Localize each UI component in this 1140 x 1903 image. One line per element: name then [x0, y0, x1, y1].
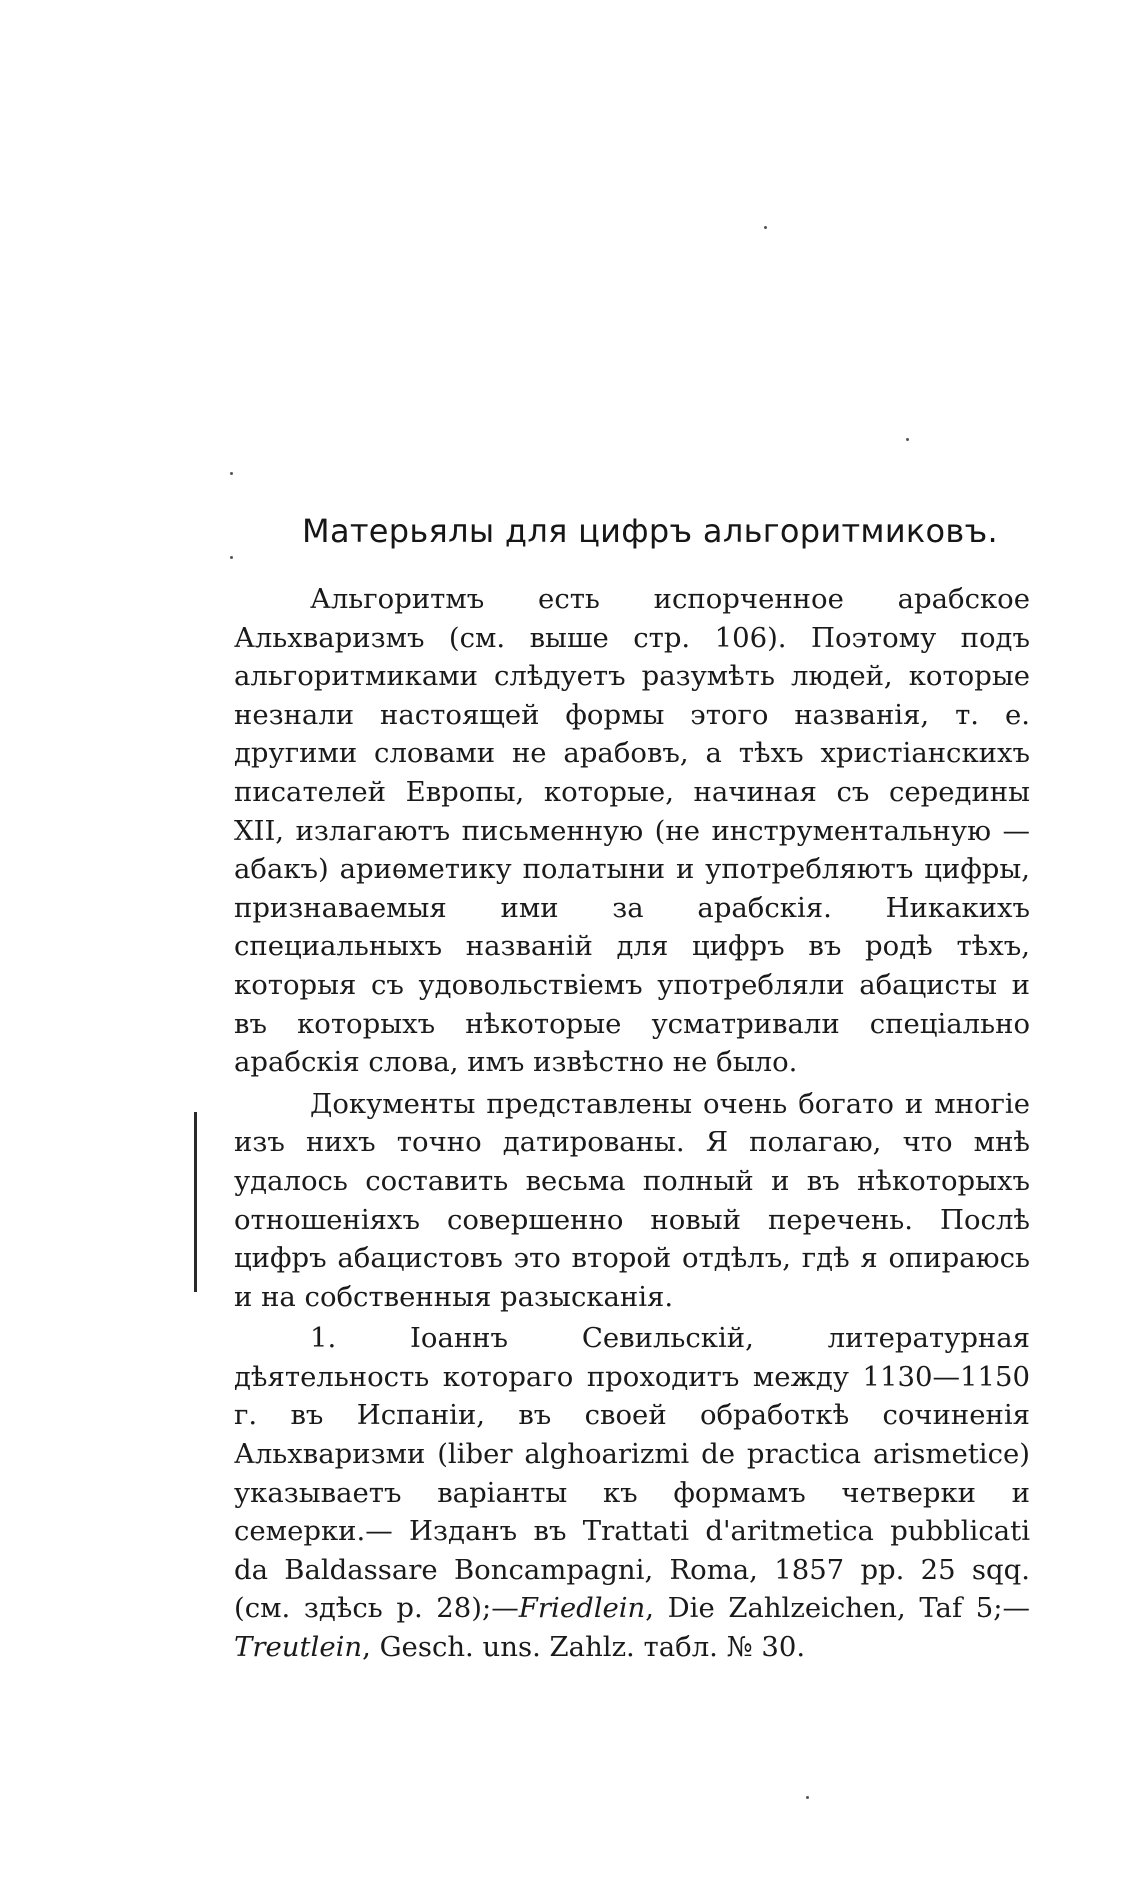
paragraph-ioann-sevilskiy — [234, 1319, 1030, 1666]
reference-text: 1. Іоаннъ Севильскій, литературная дѣятельность котораго проходитъ между 1130—1150 г. въ Испаніи, въ своей обработкѣ сочиненія Альхваризми (liber alghoarizmi de practica arismetice) указываетъ варіанты къ формамъ четверки и семерки.— Изданъ въ Trattati d'aritmetica pubblicati da Baldassare Boncampagni, Roma, 1857 pp. 25 sqq. (см. здѣсь p. 28);— — [234, 1322, 1030, 1625]
margin-line — [194, 1112, 197, 1292]
reference-text: , Die Zahlzeichen, Taf 5;— — [645, 1592, 1030, 1625]
paper-speck — [906, 438, 909, 441]
author-treutlein: Treutlein — [234, 1631, 363, 1664]
paper-speck — [230, 556, 233, 559]
paper-speck — [806, 1796, 809, 1799]
reference-text: , Gesch. uns. Zahlz. табл. № 30. — [362, 1631, 806, 1664]
paper-speck — [764, 226, 767, 229]
paragraph-algorithm-definition: Альгоритмъ есть испорченное арабское Альхваризмъ (см. выше стр. 106). Поэтому подъ альгоритмиками слѣдуетъ разумѣть людей, которые незнали настоящей формы этого названія, т. е. другими словами не арабовъ, а тѣхъ христіанскихъ писателей Европы, которые, начиная съ середины XII, излагаютъ письменную (не инструментальную — абакъ) ариѳметику полатыни и употребляютъ цифры, признаваемыя ими за арабскія. Никакихъ специальныхъ названій для цифръ въ родѣ тѣхъ, которыя съ удовольствіемъ употребляли абацисты и въ которыхъ нѣкоторые усматривали спеціально арабскія слова, имъ извѣстно не было. — [234, 583, 1030, 1079]
body-text — [234, 580, 1030, 1670]
paragraph-documents: Документы представлены очень богато и многіе изъ нихъ точно датированы. Я полагаю, что мнѣ удалось составить весьма полный и въ нѣкоторыхъ отношеніяхъ совершенно новый перечень. Послѣ цифръ абацистовъ это второй отдѣлъ, гдѣ я опираюсь и на собственныя разысканія. — [234, 1087, 1030, 1313]
paper-speck — [230, 472, 233, 475]
page-title: Матерьялы для цифръ альгоритмиковъ. — [302, 512, 998, 550]
author-friedlein: Friedlein — [518, 1592, 646, 1625]
